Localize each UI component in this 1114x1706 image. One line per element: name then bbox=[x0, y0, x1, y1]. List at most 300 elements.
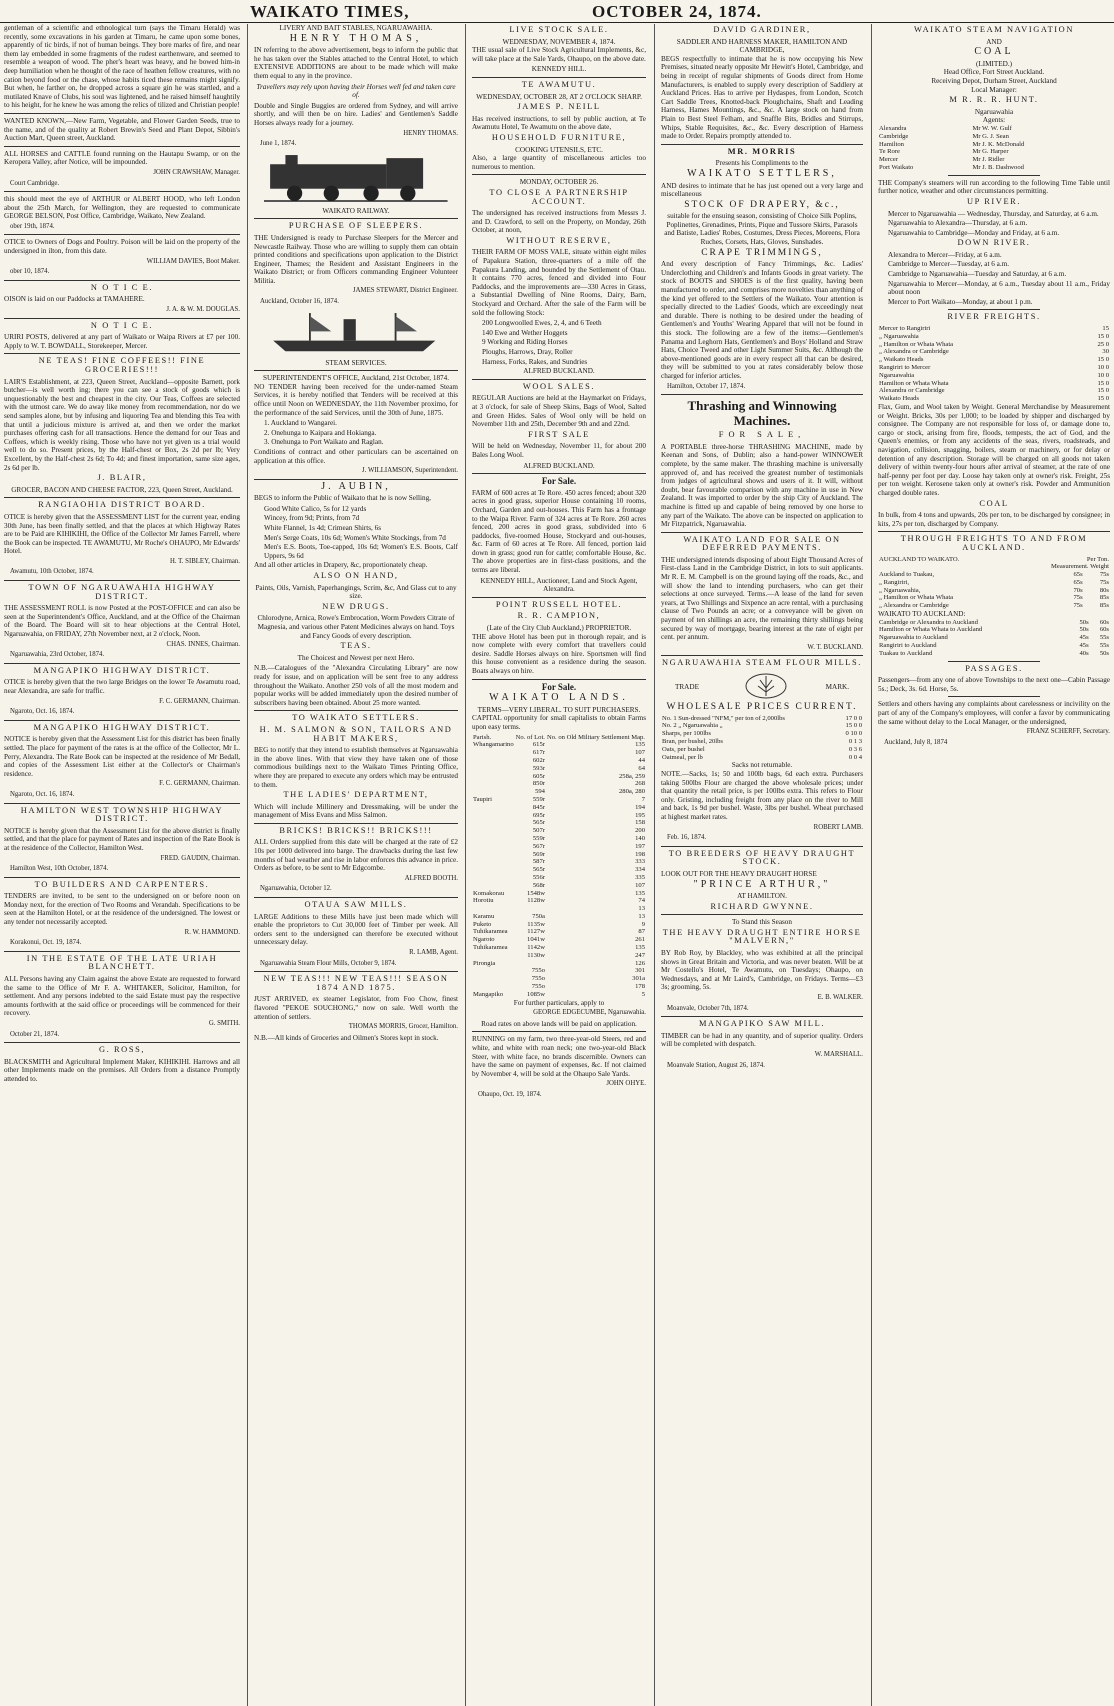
table-row bbox=[878, 571, 1110, 579]
table-cell: 194 bbox=[635, 803, 645, 811]
section-heading: WAIKATO LANDS. bbox=[489, 692, 629, 704]
section-heading: OTAUA SAW MILLS. bbox=[304, 900, 408, 910]
dateline: Hamilton West, 10th October, 1874. bbox=[10, 865, 109, 873]
table-cell: Cambridge or Alexandra to Auckland bbox=[879, 618, 978, 626]
table-cell: Ngaruawahia to Auckland bbox=[879, 634, 948, 642]
table-cell bbox=[472, 765, 515, 773]
dateline: Auckland, October 16, 1874. bbox=[260, 298, 339, 306]
table-cell: 15 0 bbox=[1097, 379, 1109, 387]
table-cell: 158 bbox=[635, 819, 645, 827]
table-row bbox=[878, 650, 1110, 658]
section-heading: THE HEAVY DRAUGHT ENTIRE HORSE "MALVERN," bbox=[662, 927, 862, 946]
table-row bbox=[878, 325, 1110, 333]
signature: R. LAMB, Agent. bbox=[409, 949, 458, 956]
table-cell: 593r bbox=[532, 764, 545, 772]
through-table-2 bbox=[878, 619, 1110, 658]
table-cell: 75s bbox=[1073, 602, 1083, 610]
table-cell bbox=[472, 757, 515, 765]
dateline: Ngaroto, Oct. 16, 1874. bbox=[10, 708, 75, 716]
table-cell: Tuakau to Auckland bbox=[879, 649, 933, 657]
table-row bbox=[878, 141, 1110, 149]
table-row bbox=[472, 866, 646, 874]
table-cell: 602r bbox=[532, 756, 545, 764]
table-cell: Mercer to Rangiriri bbox=[879, 325, 931, 333]
table-row bbox=[472, 765, 646, 773]
steamship-engraving-icon bbox=[264, 310, 448, 356]
table-row bbox=[472, 773, 646, 781]
table-row bbox=[878, 148, 1110, 156]
table-cell: 1085w bbox=[527, 990, 545, 998]
table-row bbox=[472, 874, 646, 882]
dateline: Moanvale Station, August 26, 1874. bbox=[667, 1061, 765, 1069]
section-subheading: COOKING UTENSILS, ETC. bbox=[515, 145, 603, 154]
section-heading: TO BREEDERS OF HEAVY DRAUGHT STOCK. bbox=[668, 848, 856, 867]
table-cell: Per Ton. bbox=[1086, 555, 1109, 563]
table-row bbox=[472, 905, 646, 913]
table-cell: 87 bbox=[638, 928, 645, 936]
table-cell: „ Alexandra or Cambridge bbox=[879, 348, 949, 356]
running-notice: RUNNING on my farm, two three-year-old Steers, red and white, and white with roan neck; one two-year-old Black Steer, with white face, no brands discernible. Owners can have the same on payment of expenses, &c. If not claimed by November 4, will be sold at the Ohaupo Sale Yards. bbox=[472, 1035, 646, 1078]
section-heading: UP RIVER. bbox=[966, 196, 1022, 206]
sacks-note: NOTE.—Sacks, 1s; 50 and 100lb bags, 6d each extra. Purchasers taking 500lbs Flour are charged the above wholesale prices; under that quantity the retail price, is per 100lbs extra. This refers to Flour only. Gristing, including freight from any place on the river to Mill and back, 1s 9d per bushel. Waste, 3lbs per bushel. Wheat purchased at highest market rates. bbox=[661, 769, 863, 821]
section-heading: PASSAGES. bbox=[965, 663, 1023, 673]
terms-text: Flax, Gum, and Wool taken by Weight. General Merchandise by Measurement or Weight. Bricks, 30s per 1,000; to be loaded by shipper and discharged by consignee. The Company are not responsible for loss of, or damage done to, cargo or stock, arising from fire, floods, tempests, the act of God, and the Queen's enemies, or from any accidents of the seas, rivers, roadsteads, and navigation, collision, snagging, boilers, steam or machinery, or for delay or detention of any description. Storage will be charged on all goods not taken delivery of within twenty-four hours after arrival of steamer, at the rate of one half-penny per foot per day. Loose hay taken only at owner's risk. Freight, 25s per ton weight. Kerosene taken only at owner's risk. Powder and Ammunition charged double rates. bbox=[878, 403, 1110, 497]
table-cell: 559r bbox=[532, 795, 545, 803]
section-heading: J. AUBIN, bbox=[321, 480, 391, 492]
timetable-intro: THE Company's steamers will run according to the following Time Table until further notice, weather and other circumstances permitting. bbox=[878, 178, 1110, 196]
table-row bbox=[472, 967, 646, 975]
column-5 bbox=[874, 24, 1114, 1706]
hotel-text: THE above Hotel has been put in thorough repair, and is now complete with every comfort that travellers could desire. Saddle Horses always on hire. Sportsmen will find this house convenient as a residence during the season. Boats always on hire. bbox=[472, 632, 646, 675]
table-row bbox=[878, 602, 1110, 610]
table-cell: 334 bbox=[635, 866, 645, 874]
section-heading: PURCHASE OF SLEEPERS. bbox=[288, 221, 424, 231]
table-cell: 85s bbox=[1099, 594, 1109, 602]
list-item: Harness, Forks, Rakes, and Sundries bbox=[482, 357, 588, 366]
dateline: Court Cambridge. bbox=[10, 179, 60, 187]
table-cell: Komakorau bbox=[473, 889, 505, 897]
table-cell: Te Rore bbox=[879, 148, 900, 156]
on-hand-text: Paints, Oils, Varnish, Paperhangings, Scrim, &c, And Glass cut to any size. bbox=[255, 583, 457, 601]
trade-mark bbox=[661, 671, 863, 701]
drugs-text: Chlorodyne, Arnica, Rowe's Embrocation, Worm Powders Citrate of Magnesia, and various other Patent Medicines always on hand. Toys and Fancy Goods of every description. bbox=[257, 614, 455, 640]
section-heading: TO BUILDERS AND CARPENTERS. bbox=[34, 879, 210, 889]
signature: ROBERT LAMB. bbox=[813, 823, 863, 831]
manager-name: M R. R. R. HUNT. bbox=[949, 95, 1039, 105]
freights-table-2 bbox=[878, 364, 1110, 403]
table-cell bbox=[472, 819, 515, 827]
table-cell bbox=[472, 874, 515, 882]
section-heading: Thrashing and Winnowing Machines. bbox=[687, 398, 837, 429]
list-item: 200 Longwoolled Ewes, 2, 4, and 6 Teeth bbox=[482, 319, 602, 328]
table-cell: 280a, 280 bbox=[618, 788, 645, 796]
list-item: White Flannel, 1s 4d; Crimean Shirts, 6s bbox=[264, 524, 381, 533]
table-cell: Horotiu bbox=[473, 897, 494, 905]
table-cell: 107 bbox=[635, 749, 645, 757]
table-cell: 45s bbox=[1079, 634, 1089, 642]
table-cell: 65s bbox=[1073, 578, 1083, 586]
column-1 bbox=[0, 24, 244, 1706]
signature: CHAS. INNES, Chairman. bbox=[166, 640, 240, 648]
table-cell: 261 bbox=[635, 936, 645, 944]
table-cell: 135 bbox=[635, 889, 645, 897]
list-item: Wincey, from 9d; Prints, from 7d bbox=[264, 514, 360, 523]
aubin-ad: BEGS to inform the Public of Waikato that he is now Selling, bbox=[254, 494, 431, 503]
section-subheading: TERMS—VERY LIBERAL. TO SUIT PURCHASERS. bbox=[477, 705, 641, 714]
table-cell: 75s bbox=[1099, 578, 1109, 586]
masthead-date: OCTOBER 24, 1874. bbox=[592, 2, 762, 21]
section-heading: COAL bbox=[979, 498, 1009, 508]
table-row bbox=[878, 556, 1110, 564]
column-3 bbox=[468, 24, 650, 1706]
section-heading: TOWN OF NGARUAWAHIA HIGHWAY DISTRICT. bbox=[28, 583, 216, 601]
table-row bbox=[472, 788, 646, 796]
list-item: 3. Onehunga to Port Waikato and Raglan. bbox=[264, 438, 384, 447]
table-cell: 1130w bbox=[527, 951, 545, 959]
table-cell: Cambridge bbox=[879, 132, 909, 140]
table-cell: 587r bbox=[532, 858, 545, 866]
table-cell: No. 2 „ Ngaruawahia „ bbox=[662, 722, 723, 730]
table-row bbox=[472, 851, 646, 859]
section-heading: STOCK OF DRAPERY, &c., bbox=[684, 199, 840, 210]
table-cell: Tuhikaramea bbox=[473, 928, 508, 936]
section-heading: ALSO ON HAND, bbox=[313, 571, 399, 581]
table-cell: 568r bbox=[532, 881, 545, 889]
signature: W. MARSHALL. bbox=[814, 1051, 863, 1058]
ngaruawahia-notice: THE ASSESSMENT ROLL is now Posted at the POST-OFFICE and can also be seen at the Superintendent's Office, Auckland, and at the Office of the Chairman of the Board. The Board will sit to hear objections at the Central Hotel, Ngaruawahia, on FRIDAY, 27th November next, at 2 o'clock, Noon. bbox=[4, 604, 240, 639]
section-subheading: FOR SALE, bbox=[718, 430, 806, 440]
seeds-ad: WANTED KNOWN,—New Farm, Vegetable, and Flower Garden Seeds, true to the name, and of the quality at Robert Brewin's Seed and Plant Depot, Sibbin's Auction Mart, Queen street, Auckland. bbox=[4, 116, 240, 143]
column-4 bbox=[657, 24, 867, 1706]
coal-text: In bulk, from 4 tons and upwards, 20s per ton, to be discharged by consignee; in kits, 27s per ton, discharged by Company. bbox=[878, 511, 1110, 528]
apply-text: For further particulars, apply to bbox=[513, 998, 605, 1007]
dateline: Moanvale, October 7th, 1874. bbox=[667, 1004, 749, 1012]
section-heading: WOOL SALES. bbox=[522, 381, 596, 391]
table-cell: Rangiriri to Auckland bbox=[879, 642, 937, 650]
table-cell: Whangamarino bbox=[473, 741, 514, 749]
thrashing-text: A PORTABLE three-horse THRASHING MACHINE, made by Keenan and Sons, of Dublin; also a hand-power WINNOWER complete, by the same maker. The thrashing machine is universally approved of, and has received the greatest number of testimonials from judges of agricultural shows and users of it. It will, without doubt, bear favourable comparison with any machine in use in New Zealand. It was imported to order by the ship City of Auckland. The machine is fitted up and capable of being removed by one horse to any part of the Waikato. The above can be inspected on application to Mr Fitzpatrick, Ngaruawahia. bbox=[661, 442, 863, 529]
table-cell: 17 0 0 bbox=[845, 714, 862, 722]
table-cell: 15 0 bbox=[1097, 395, 1109, 403]
section-heading: R. R. CAMPION, bbox=[517, 611, 601, 621]
table-cell: 1135w bbox=[527, 920, 545, 928]
table-cell: 30 bbox=[1102, 348, 1109, 356]
mill-text: TIMBER can be had in any quantity, and of superior quality. Orders will be completed with despatch. bbox=[661, 1031, 863, 1049]
lands-text: CAPITAL opportunity for small capitalists to obtain Farms upon easy terms. bbox=[472, 714, 646, 731]
table-cell: 617r bbox=[532, 749, 545, 757]
table-cell: 1127w bbox=[527, 928, 545, 936]
signature: ALFRED BUCKLAND. bbox=[523, 367, 595, 376]
table-cell: Oatmeal, per lb bbox=[662, 753, 703, 761]
list-item: Men's Serge Coats, 10s 6d; Women's White Stockings, from 7d bbox=[264, 533, 446, 542]
section-heading: MANGAPIKO HIGHWAY DISTRICT. bbox=[33, 665, 211, 675]
table-cell bbox=[472, 827, 515, 835]
table-cell: 44 bbox=[638, 756, 645, 764]
table-cell: 15 0 bbox=[1097, 387, 1109, 395]
table-cell: 200 bbox=[635, 827, 645, 835]
table-row bbox=[661, 722, 863, 730]
table-cell: Tuhikaramea bbox=[473, 944, 508, 952]
table-row bbox=[878, 642, 1110, 650]
dateline: Ngaruawahia Steam Flour Mills, October 9, 1874. bbox=[260, 959, 397, 967]
table-cell bbox=[515, 905, 546, 913]
section-heading: N O T I C E. bbox=[90, 282, 154, 292]
table-row bbox=[472, 890, 646, 898]
dateline: Awamutu, 10th October, 1874. bbox=[10, 568, 94, 576]
aubin-ad-2: And all other articles in Drapery, &c, proportionately cheap. bbox=[254, 561, 428, 570]
table-cell bbox=[472, 780, 515, 788]
table-cell: 64 bbox=[638, 764, 645, 772]
signature: J. BLAIR, bbox=[97, 473, 147, 483]
section-heading: N O T I C E. bbox=[90, 320, 154, 330]
list-item: 9 Working and Riding Horses bbox=[482, 338, 568, 347]
table-cell: 9 bbox=[641, 920, 645, 928]
table-cell: 845r bbox=[532, 803, 545, 811]
table-cell: Pirongia bbox=[473, 959, 496, 967]
signature: G. SMITH. bbox=[208, 1020, 240, 1027]
table-row bbox=[472, 858, 646, 866]
section-heading: For Sale. bbox=[541, 476, 577, 487]
list-item: Ploughs, Harrows, Dray, Roller bbox=[482, 348, 573, 356]
signature: GEORGE EDGECUMBE, Ngaruawahia. bbox=[533, 1009, 646, 1017]
table-cell: Alexandra bbox=[879, 124, 907, 132]
section-subheading: SADDLER AND HARNESS MAKER, HAMILTON AND CAMBRIDGE, bbox=[676, 37, 848, 55]
list-item: Cambridge to Mercer—Tuesday, at 6 a.m. bbox=[888, 260, 1010, 269]
section-heading: MR. MORRIS bbox=[727, 146, 797, 156]
table-cell: „ Rangiriri, bbox=[879, 578, 910, 586]
signature: H. T. SIBLEY, Chairman. bbox=[169, 557, 240, 565]
prince-lead: LOOK OUT FOR THE HEAVY DRAUGHT HORSE bbox=[661, 869, 817, 878]
thomas-italic: Travellers may rely upon having their Horses well fed and taken care of. bbox=[256, 82, 456, 100]
table-cell bbox=[472, 843, 515, 851]
table-cell: „ Waikato Heads bbox=[879, 356, 924, 364]
freights-table-1 bbox=[878, 325, 1110, 364]
table-cell: 60s bbox=[1099, 626, 1109, 634]
table-cell: 107 bbox=[635, 881, 645, 889]
table-cell: Measurement. Weight bbox=[1051, 563, 1109, 571]
table-cell: 268 bbox=[635, 780, 645, 788]
lead-article: gentleman of a scientific and ethnological turn (says the Timaru Herald) was recently, some excavations in his garden at Timaru, he came upon some bones, apparently of tic birds, if not of human beings. They bore marks of fire, and near them lay embedded in some fragments of the rudest earthenware, and seemed to resemble a weapon of wood. The pher's heart was heavy, and he bowed him-in deep humiliation when he thought of the race of heathen fellow creatures, with no cation beyond food or the chase, whose habits ticed these remains might signify. But when, he farther on, he dropped across a square gin he was startled, and a mutilated Knave of Clubs, his soul was lightened, and he raised himself haughtily to his height, for he knew he was among the relics of tilized and Christian people! bbox=[4, 24, 240, 110]
table-cell: 126 bbox=[635, 959, 645, 967]
table-cell: 615r bbox=[532, 741, 545, 749]
table-cell: 70s bbox=[1073, 586, 1083, 594]
table-cell: 507r bbox=[532, 827, 545, 835]
table-cell: 55s bbox=[1099, 634, 1109, 642]
signature-sub: GROCER, BACON AND CHEESE FACTOR, 223, Queen Street, Auckland. bbox=[11, 485, 233, 494]
table-cell bbox=[472, 882, 515, 890]
list-item: 2. Onehunga to Kaipara and Hokianga. bbox=[264, 428, 377, 437]
list-item: Good White Calico, 5s for 12 yards bbox=[264, 504, 367, 513]
section-heading: WAIKATO LAND FOR SALE ON DEFERRED PAYMENTS. bbox=[683, 534, 841, 553]
table-cell: 50s bbox=[1079, 626, 1089, 634]
table-cell bbox=[472, 788, 515, 796]
table-cell: „ Ngaruawahia bbox=[879, 332, 919, 340]
table-cell: 15 bbox=[1102, 325, 1109, 333]
section-heading: TE AWAMUTU. bbox=[521, 79, 597, 89]
section-heading: TEAS. bbox=[340, 641, 372, 651]
manager-label: Local Manager: bbox=[971, 85, 1017, 94]
list-item: Men's E.S. Boots, Toe-capped, 10s 6d; Women's E.S. Boots, Calf Uppers, 9s 6d bbox=[264, 543, 458, 560]
section-heading: COAL bbox=[974, 46, 1014, 58]
signature: KENNEDY HILL, Auctioneer, Land and Stock Agent, Alexandra. bbox=[480, 576, 638, 594]
livestock-sale-text: THE usual sale of Live Stock Agricultural Implements, &c, will take place at the Sale Yards, Ohaupo, on the above date. bbox=[472, 46, 646, 63]
table-cell: Mr W. W. Gulf bbox=[972, 124, 1012, 132]
table-cell: 850r bbox=[532, 780, 545, 788]
ross-ad: BLACKSMITH and Agricultural Implement Maker, KIHIKIHI. Harrows and all other Implements made on the premises. All Orders from a distance Promptly attended to. bbox=[4, 1057, 240, 1083]
table-cell: 0 1 3 bbox=[848, 737, 862, 745]
dateline: June 1, 1874. bbox=[260, 140, 297, 148]
table-row bbox=[472, 812, 646, 820]
table-row bbox=[472, 843, 646, 851]
table-cell: 15 0 0 bbox=[845, 722, 862, 730]
signature: JOHN OHYE. bbox=[606, 1080, 646, 1088]
lands-table bbox=[472, 734, 646, 999]
list-item: Mercer to Ngaruawahia — Wednesday, Thursday, and Saturday, at 6 a.m. bbox=[888, 209, 1099, 218]
section-heading: THROUGH FREIGHTS TO AND FROM AUCKLAND. bbox=[900, 534, 1088, 552]
signature: E. B. WALKER. bbox=[817, 994, 863, 1002]
section-heading: LIVE STOCK SALE. bbox=[509, 25, 609, 34]
table-row bbox=[472, 975, 646, 983]
table-row bbox=[472, 960, 646, 968]
furniture-text: Also, a large quantity of miscellaneous articles too numerous to mention. bbox=[472, 154, 646, 171]
table-cell: Bran, per bushel, 20lbs bbox=[662, 737, 723, 745]
signature: HENRY THOMAS. bbox=[403, 129, 458, 137]
table-cell: Puketo bbox=[473, 920, 492, 928]
table-cell bbox=[472, 983, 515, 991]
table-cell: Waikato Heads bbox=[879, 395, 919, 403]
section-heading: HAMILTON WEST TOWNSHIP HIGHWAY DISTRICT. bbox=[20, 805, 224, 824]
section-heading: TO WAIKATO SETTLERS. bbox=[292, 713, 420, 723]
belson-notice: this should meet the eye of ARTHUR or ALBERT HOOD, who left London about the 25th March, for Wellington, they are requested to communicate GEORGE BELSON, Post Office, Cambridge, Waikato, New Zealand. bbox=[4, 195, 240, 221]
gardiner-ad: BEGS respectfully to intimate that he is now occupying his New Premises, situated nearly opposite Mr Hewitt's Hotel, Cambridge, and being in receipt of regular shipments of Goods direct from Home Manufacturers, is enabled to supply every description of Saddlery at Auckland Prices. Has to arrive per Hydaspes, from London, Scotch Cart Saddle Trees, Knotted-back Ploughchains, Shaft and Leading Harness, Hames Mountings, &c., &c. A large stock on hand from Plain to Best Steel Felham, and Snaffle Bits, Bridles and Stirrups, Whips, Stable Requisites, &c., &c. Every description of Harness made to Order. Repairs promptly attended to. bbox=[661, 54, 863, 141]
table-cell: 195 bbox=[635, 811, 645, 819]
section-heading: DOWN RIVER. bbox=[957, 238, 1031, 248]
table-row bbox=[878, 634, 1110, 642]
table-cell: Mr J. K. McDonald bbox=[972, 140, 1025, 148]
table-row bbox=[472, 952, 646, 960]
section-heading: HENRY THOMAS, bbox=[289, 32, 423, 44]
table-row bbox=[878, 587, 1110, 595]
section-heading: RIVER FREIGHTS. bbox=[947, 312, 1041, 322]
table-cell: 301a bbox=[632, 975, 645, 983]
section-heading: TO CLOSE A PARTNERSHIP ACCOUNT. bbox=[489, 187, 629, 206]
table-cell: 75s bbox=[1073, 594, 1083, 602]
table-cell: 1128w bbox=[527, 897, 545, 905]
table-row bbox=[472, 897, 646, 905]
table-row bbox=[878, 164, 1110, 172]
sleepers-notice: THE Undersigned is ready to Purchase Sleepers for the Mercer and Newcastle Railway. Those who are willing to supply them can obtain printed conditions and specifications upon application to the District Engineer, Thames; the Resident and Assistant Engineers in the Waikato District; or from Officers commanding Engineer Volunteer Militia. bbox=[254, 233, 458, 285]
dateline: Hamilton, October 17, 1874. bbox=[667, 382, 746, 390]
table-cell: 755o bbox=[531, 975, 545, 983]
estate-notice: ALL Persons having any Claim against the above Estate are requested to forward the same to the Office of Mr F. A. WHITAKER, Solicitor, Hamilton, for settlement. And any persons indebted to the said Estate must pay the respective amounts forthwith at the said office or proceedings will be commenced for their recovery. bbox=[4, 975, 240, 1018]
table-row bbox=[472, 804, 646, 812]
first-sale-text: Will be held on Wednesday, November 11, for about 200 Bales Long Wool. bbox=[472, 442, 646, 459]
section-heading: WAIKATO SETTLERS, bbox=[687, 167, 837, 179]
table-cell: Mr J. Ridler bbox=[972, 156, 1005, 164]
table-cell: Mr J. B. Dashwood bbox=[972, 163, 1024, 171]
dateline: October 21, 1874. bbox=[10, 1030, 60, 1038]
ladies-text: Which will include Millinery and Dressmaking, will be under the management of Miss Evans and Miss Salmon. bbox=[254, 802, 458, 820]
sacks-text: Sacks not returnable. bbox=[731, 761, 793, 770]
section-caption: STEAM SERVICES. bbox=[325, 358, 387, 367]
signature: R. W. HAMMOND. bbox=[184, 928, 240, 936]
table-cell: 567r bbox=[532, 842, 545, 850]
thomas-ad-2: Double and Single Buggies are ordered from Sydney, and will arrive shortly, and will then be on hire. Ladies' and Gentlemen's Saddle Horses always ready for a journey. bbox=[254, 101, 458, 127]
table-cell: 333 bbox=[635, 858, 645, 866]
section-heading: JAMES P. NEILL bbox=[517, 102, 601, 112]
table-row bbox=[878, 619, 1110, 627]
dateline: Ohaupo, Oct. 19, 1874. bbox=[478, 1091, 542, 1098]
table-row bbox=[878, 356, 1110, 364]
table-cell: 1548w bbox=[527, 889, 545, 897]
table-cell: 140 bbox=[635, 834, 645, 842]
section-heading: NEW TEAS!!! NEW TEAS!!! SEASON 1874 AND 1875. bbox=[263, 974, 449, 992]
column-2 bbox=[250, 24, 462, 1706]
section-subheading: WEDNESDAY, NOVEMBER 4, 1874. bbox=[502, 37, 616, 46]
table-cell: Mr G. Harper bbox=[972, 148, 1009, 156]
table-row bbox=[878, 333, 1110, 341]
table-cell: 74 bbox=[638, 897, 645, 905]
for-sale-text: FARM of 600 acres at Te Rore. 450 acres fenced; about 320 acres in good grass, superior House containing 10 rooms, Orchard, Garden and out-houses. This Farm has a frontage to the Waipa River. Farm of 324 acres at Te Rore. 260 acres fenced, 200 acres in good grass, subdivided into 6 paddocks, five-roomed House, Stockyard and out-houses, &c. Farm of 60 acres at Te Rore. All fenced, portion laid down in grass; good run for cattle; comfortable House, &c. The above properties are in first-class positions, and the terms are liberal. bbox=[472, 488, 646, 575]
section-heading: WITHOUT RESERVE, bbox=[506, 235, 612, 245]
section-subheading: WAIKATO TO AUCKLAND: bbox=[878, 610, 966, 619]
library-note: N.B.—Catalogues of the "Alexandra Circulating Library" are now ready for issue, and on application will be sent free to any address throughout the Waikato. Another 250 vols of all the most modern and popular works will be added immediately upon the desired number of subscribers having been obtained. About 25 more wanted. bbox=[254, 664, 458, 707]
table-cell: 25 0 bbox=[1097, 340, 1109, 348]
table-cell bbox=[472, 812, 515, 820]
list-item: 1. Auckland to Wangarei. bbox=[264, 419, 337, 428]
table-row bbox=[878, 364, 1110, 372]
table-cell: 565r bbox=[532, 819, 545, 827]
table-row bbox=[878, 125, 1110, 133]
table-cell: 10 0 bbox=[1097, 371, 1109, 379]
table-row bbox=[878, 626, 1110, 634]
section-caption: WAIKATO RAILWAY. bbox=[322, 206, 390, 215]
table-row bbox=[878, 372, 1110, 380]
table-cell: Ngaroto bbox=[473, 936, 495, 944]
table-cell: 15 0 bbox=[1097, 332, 1109, 340]
teas-text: The Choicest and Newest per next Hero. bbox=[297, 653, 415, 662]
table-cell: 0 3 6 bbox=[848, 745, 862, 753]
reserve-text: THEIR FARM OF MOSS VALE, situate within eight miles of Papakura Station, three-quarters of a mile off the Papakura Landing, and bounded by the Settlement of Otau. It contains 770 acres, fenced and divided into Four Paddocks, and the improvements are—330 Acres in Grass, a Substantial Dwelling of Nine Rooms, Dairy, Barn, Stockyard and Orchard. After the sale of the Farm will be sold the following Stock: bbox=[472, 248, 646, 317]
list-item: Cambridge to Ngaruawahia—Tuesday and Saturday, at 6 a.m. bbox=[888, 270, 1067, 279]
price-table bbox=[661, 715, 863, 762]
table-cell: 594 bbox=[535, 788, 545, 796]
dogs-notice: OTICE to Owners of Dogs and Poultry. Poison will be laid on the property of the undersigned in ilton, from this date. bbox=[4, 238, 240, 256]
table-row bbox=[661, 738, 863, 746]
section-heading: MANGAPIKO HIGHWAY DISTRICT. bbox=[33, 722, 211, 732]
section-subheading: (LIMITED.) bbox=[975, 59, 1013, 68]
table-row bbox=[472, 827, 646, 835]
through-header bbox=[878, 556, 1110, 572]
table-cell bbox=[515, 960, 546, 968]
new-teas-note: N.B.—All kinds of Groceries and Oilmen's Stores kept in stock. bbox=[254, 1033, 439, 1042]
table-cell: 695r bbox=[532, 811, 545, 819]
section-subheading: Presents his Compliments to the bbox=[715, 159, 809, 168]
dateline: Korakonui, Oct. 19, 1874. bbox=[10, 939, 82, 947]
table-row bbox=[878, 395, 1110, 403]
dateline: Ngaroto, Oct. 16, 1874. bbox=[10, 790, 75, 798]
list-item: Ngaruawahia to Mercer—Monday, at 6 a.m., Tuesday about 11 a.m., Friday about noon bbox=[888, 279, 1110, 297]
table-row bbox=[472, 944, 646, 952]
table-cell: Mercer bbox=[879, 156, 899, 164]
mangapiko-notice-1: OTICE is hereby given that the two large Bridges on the lower Te Awamutu road, near Alexandra, are safe for traffic. bbox=[4, 678, 240, 695]
table-cell: No. 1 Sun-dressed "NFM," per ton of 2,000lbs bbox=[662, 714, 785, 722]
salmon-ad: BEG to notify that they intend to establish themselves at Ngaruawahia in the above lines. With that view they have taken one of those commodious buildings next to the Waikato Times Printing Office, where they are prepared to execute any orders which may be entrusted to them. bbox=[254, 746, 458, 789]
table-row bbox=[472, 835, 646, 843]
table-row bbox=[878, 563, 1110, 571]
table-cell: 556r bbox=[532, 873, 545, 881]
dateline: Ngaruawahia, 23rd October, 1874. bbox=[10, 651, 105, 659]
